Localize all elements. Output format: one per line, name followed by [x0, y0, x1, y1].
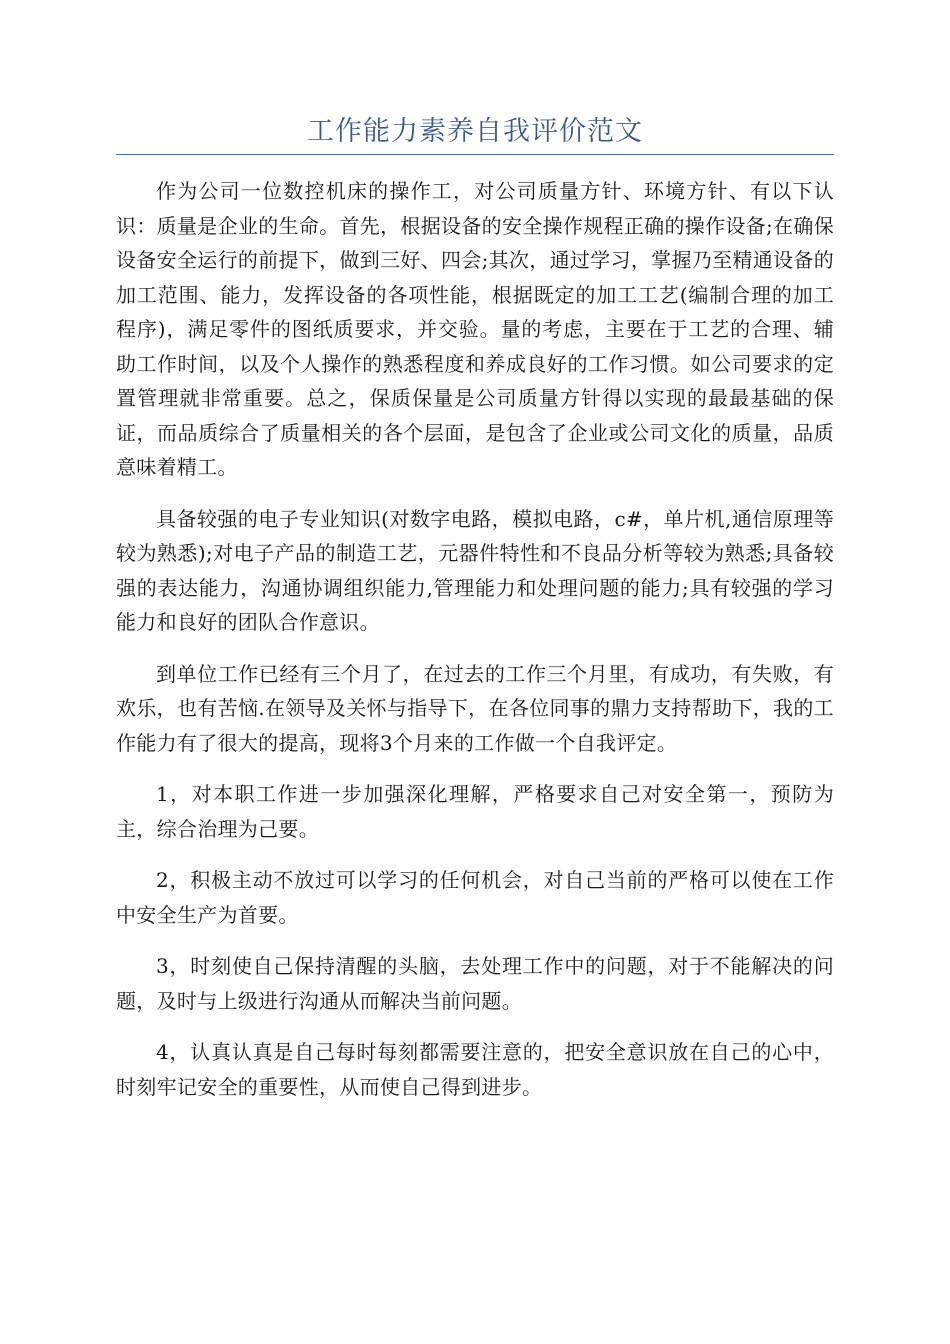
document-body	[116, 174, 834, 1121]
paragraph-quality-awareness: 作为公司一位数控机床的操作工，对公司质量方针、环境方针、有以下认识：质量是企业的生命。首先，根据设备的安全操作规程正确的操作设备;在确保设备安全运行的前提下，做到三好、四会;其次，通过学习，掌握乃至精通设备的加工范围、能力，发挥设备的各项性能，根据既定的加工工艺(编制合理的加工程序)，满足零件的图纸质要求，并交验。量的考虑，主要在于工艺的合理、辅助工作时间，以及个人操作的熟悉程度和养成良好的工作习惯。如公司要求的定置管理就非常重要。总之，保质保量是公司质量方针得以实现的最最基础的保证，而品质综合了质量相关的各个层面，是包含了企业或公司文化的质量，品质意味着精工。	[116, 179, 834, 479]
list-item-4: 4，认真认真是自己每时每刻都需要注意的，把安全意识放在自己的心中，时刻牢记安全的重要性，从而使自己得到进步。	[116, 1040, 834, 1099]
list-item-2: 2，积极主动不放过可以学习的任何机会，对自己当前的严格可以使在工作中安全生产为首要。	[116, 868, 834, 927]
page-title: 工作能力素养自我评价范文	[307, 116, 643, 147]
paragraph-three-months: 到单位工作已经有三个月了，在过去的工作三个月里，有成功，有失败，有欢乐，也有苦恼.在领导及关怀与指导下，在各位同事的鼎力支持帮助下，我的工作能力有了很大的提高，现将3个月来的工作做一个自我评定。	[116, 661, 834, 755]
list-item-1: 1，对本职工作进一步加强深化理解，严格要求自己对安全第一，预防为主，综合治理为己要。	[116, 782, 834, 841]
list-item-3: 3，时刻使自己保持清醒的头脑，去处理工作中的问题，对于不能解决的问题，及时与上级进行沟通从而解决当前问题。	[116, 954, 834, 1013]
title-underline	[116, 154, 834, 155]
paragraph-skills: 具备较强的电子专业知识(对数字电路，模拟电路，c#，单片机,通信原理等较为熟悉);对电子产品的制造工艺，元器件特性和不良品分析等较为熟悉;具备较强的表达能力，沟通协调组织能力,管理能力和处理问题的能力;具有较强的学习能力和良好的团队合作意识。	[116, 506, 834, 634]
